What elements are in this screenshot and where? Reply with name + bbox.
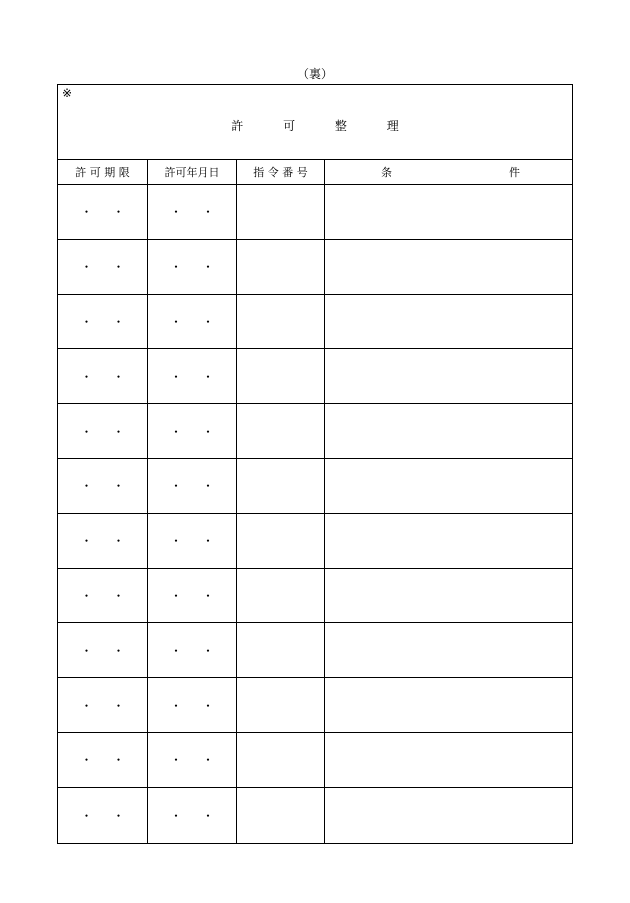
title-char: 整: [334, 119, 347, 133]
order-number-cell[interactable]: [236, 678, 324, 733]
permit-period-cell[interactable]: [58, 240, 147, 295]
header-permit-period: 許 可 期 限: [58, 160, 147, 185]
date-dot: ・: [169, 534, 182, 549]
title-char: 理: [386, 119, 399, 133]
date-dot: ・: [202, 479, 215, 494]
order-number-cell[interactable]: [236, 295, 324, 350]
order-number-cell[interactable]: [236, 514, 324, 569]
date-dot: ・: [80, 534, 93, 549]
permit-date-cell[interactable]: [147, 678, 236, 733]
order-number-cell[interactable]: [236, 733, 324, 788]
date-separator-dots: [170, 642, 214, 659]
permit-date-cell[interactable]: [147, 623, 236, 678]
date-separator-dots: [170, 203, 214, 220]
date-dot: ・: [80, 643, 93, 658]
title-box: [58, 85, 572, 160]
conditions-cell[interactable]: [324, 185, 572, 240]
page-side-label: （裏）: [296, 67, 333, 81]
date-dot: ・: [112, 753, 125, 768]
permit-period-cell[interactable]: [58, 623, 147, 678]
permit-date-cell[interactable]: [147, 240, 236, 295]
date-dot: ・: [202, 588, 215, 603]
order-number-cell[interactable]: [236, 623, 324, 678]
date-dot: ・: [80, 424, 93, 439]
date-dot: ・: [169, 369, 182, 384]
permit-period-cell[interactable]: [58, 788, 147, 843]
conditions-cell[interactable]: [324, 788, 572, 843]
order-number-cell[interactable]: [236, 349, 324, 404]
header-permit-date: 許可年月日: [147, 160, 236, 185]
conditions-cell[interactable]: [324, 623, 572, 678]
conditions-cell[interactable]: [324, 295, 572, 350]
date-separator-dots: [170, 258, 214, 275]
date-separator-dots: [170, 313, 214, 330]
permit-date-cell[interactable]: [147, 514, 236, 569]
date-dot: ・: [80, 369, 93, 384]
permit-table: [58, 160, 572, 843]
permit-date-cell[interactable]: [147, 349, 236, 404]
date-dot: ・: [169, 424, 182, 439]
date-dot: ・: [202, 314, 215, 329]
date-dot: ・: [169, 260, 182, 275]
permit-period-cell[interactable]: [58, 569, 147, 624]
date-separator-dots: [80, 368, 124, 385]
date-dot: ・: [80, 753, 93, 768]
date-dot: ・: [80, 698, 93, 713]
date-separator-dots: [170, 697, 214, 714]
date-separator-dots: [80, 532, 124, 549]
date-dot: ・: [112, 643, 125, 658]
date-dot: ・: [169, 479, 182, 494]
form-title: [58, 117, 572, 134]
conditions-cell[interactable]: [324, 678, 572, 733]
header-conditions-char: 件: [509, 166, 520, 179]
date-dot: ・: [112, 808, 125, 823]
date-separator-dots: [80, 258, 124, 275]
date-separator-dots: [80, 642, 124, 659]
date-separator-dots: [170, 751, 214, 768]
conditions-cell[interactable]: [324, 240, 572, 295]
date-dot: ・: [169, 205, 182, 220]
date-dot: ・: [80, 588, 93, 603]
header-conditions: [324, 160, 572, 185]
date-separator-dots: [80, 423, 124, 440]
permit-date-cell[interactable]: [147, 788, 236, 843]
date-dot: ・: [202, 808, 215, 823]
date-dot: ・: [112, 205, 125, 220]
date-dot: ・: [112, 479, 125, 494]
date-dot: ・: [112, 369, 125, 384]
date-dot: ・: [169, 643, 182, 658]
conditions-cell[interactable]: [324, 514, 572, 569]
permit-date-cell[interactable]: [147, 295, 236, 350]
order-number-cell[interactable]: [236, 788, 324, 843]
date-dot: ・: [80, 479, 93, 494]
permit-period-cell[interactable]: [58, 404, 147, 459]
date-dot: ・: [202, 424, 215, 439]
date-separator-dots: [170, 532, 214, 549]
date-separator-dots: [80, 587, 124, 604]
date-separator-dots: [170, 368, 214, 385]
header-conditions-char: 条: [381, 166, 392, 179]
date-dot: ・: [80, 808, 93, 823]
permit-period-cell[interactable]: [58, 678, 147, 733]
order-number-cell[interactable]: [236, 569, 324, 624]
date-dot: ・: [202, 698, 215, 713]
reference-mark: ※: [62, 86, 73, 100]
date-dot: ・: [112, 424, 125, 439]
permit-period-cell[interactable]: [58, 733, 147, 788]
title-char: 許: [231, 119, 244, 133]
date-dot: ・: [169, 588, 182, 603]
conditions-cell[interactable]: [324, 569, 572, 624]
conditions-cell[interactable]: [324, 404, 572, 459]
date-separator-dots: [80, 751, 124, 768]
order-number-cell[interactable]: [236, 240, 324, 295]
date-separator-dots: [80, 203, 124, 220]
date-dot: ・: [169, 808, 182, 823]
permit-date-cell[interactable]: [147, 404, 236, 459]
date-dot: ・: [112, 260, 125, 275]
permit-period-cell[interactable]: [58, 514, 147, 569]
date-separator-dots: [170, 587, 214, 604]
permit-date-cell[interactable]: [147, 185, 236, 240]
permit-period-cell[interactable]: [58, 295, 147, 350]
permit-period-cell[interactable]: [58, 349, 147, 404]
permit-record-form: [57, 84, 573, 844]
date-dot: ・: [112, 588, 125, 603]
date-dot: ・: [202, 260, 215, 275]
date-separator-dots: [170, 477, 214, 494]
conditions-cell[interactable]: [324, 733, 572, 788]
permit-period-cell[interactable]: [58, 185, 147, 240]
date-dot: ・: [112, 698, 125, 713]
conditions-cell[interactable]: [324, 459, 572, 514]
title-char: 可: [283, 119, 296, 133]
date-dot: ・: [80, 260, 93, 275]
order-number-cell[interactable]: [236, 185, 324, 240]
date-separator-dots: [80, 807, 124, 824]
date-dot: ・: [80, 205, 93, 220]
order-number-cell[interactable]: [236, 459, 324, 514]
date-separator-dots: [80, 477, 124, 494]
permit-date-cell[interactable]: [147, 459, 236, 514]
header-order-number: 指 令 番 号: [236, 160, 324, 185]
date-dot: ・: [169, 753, 182, 768]
date-dot: ・: [202, 643, 215, 658]
date-dot: ・: [80, 314, 93, 329]
date-separator-dots: [170, 807, 214, 824]
date-dot: ・: [169, 698, 182, 713]
date-dot: ・: [169, 314, 182, 329]
date-dot: ・: [112, 314, 125, 329]
date-dot: ・: [202, 369, 215, 384]
date-separator-dots: [80, 697, 124, 714]
permit-period-cell[interactable]: [58, 459, 147, 514]
permit-date-cell[interactable]: [147, 733, 236, 788]
date-dot: ・: [202, 534, 215, 549]
date-separator-dots: [80, 313, 124, 330]
date-dot: ・: [202, 205, 215, 220]
order-number-cell[interactable]: [236, 404, 324, 459]
conditions-cell[interactable]: [324, 349, 572, 404]
date-dot: ・: [112, 534, 125, 549]
date-dot: ・: [202, 753, 215, 768]
date-separator-dots: [170, 423, 214, 440]
permit-date-cell[interactable]: [147, 569, 236, 624]
